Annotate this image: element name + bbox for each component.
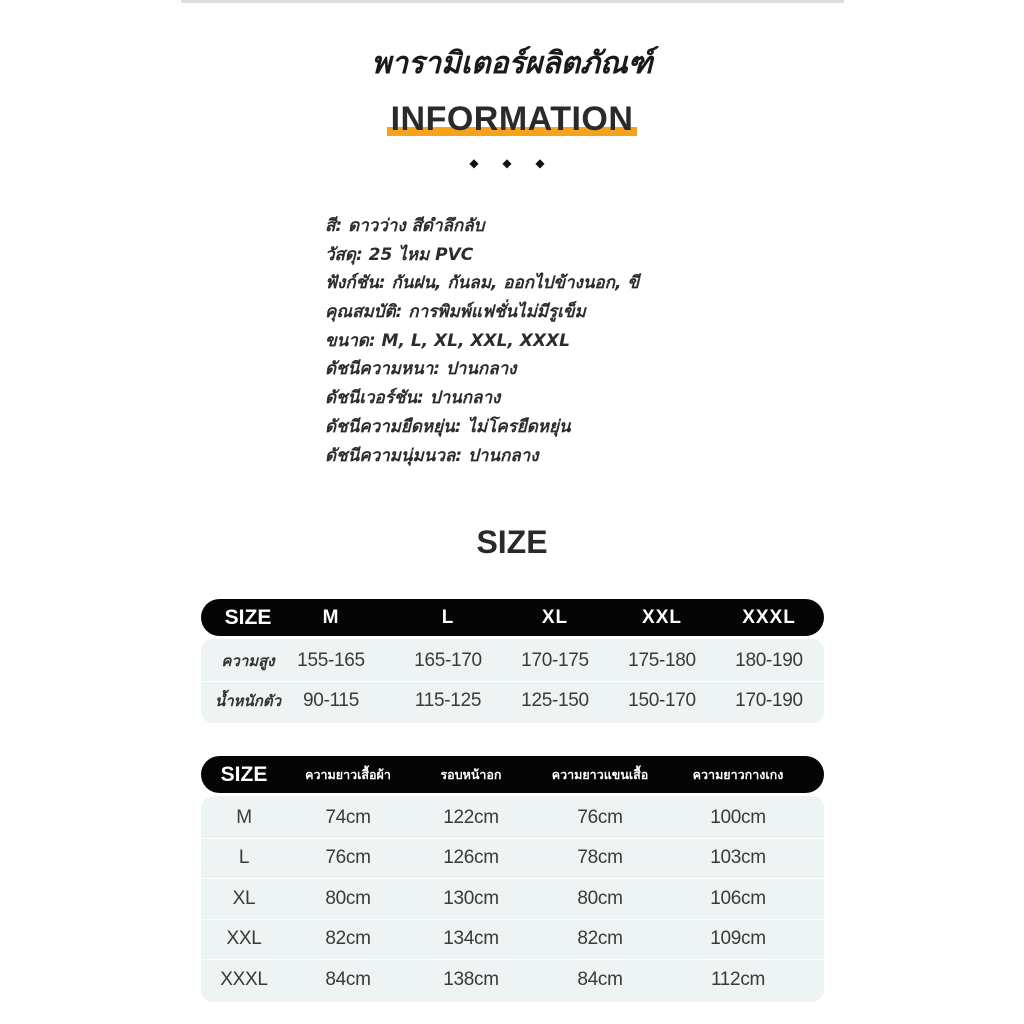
header-pants-length: ความยาวกางเกง	[692, 766, 784, 782]
row-size: XXL	[226, 928, 262, 950]
information-heading-wrap	[0, 98, 1024, 140]
table-cell: 80cm	[325, 887, 371, 909]
table-cell: 130cm	[443, 887, 499, 909]
spec-function: ฟังก์ชัน: กันฝน, กันลม, ออกไปข้างนอก, ขี	[325, 273, 639, 294]
garment-measure-table	[201, 756, 824, 1002]
row-size: XXXL	[220, 968, 268, 990]
table-cell: 74cm	[325, 806, 371, 828]
row-size: M	[236, 806, 252, 828]
spec-sizes: ขนาด: M, L, XL, XXL, XXXL	[325, 330, 570, 351]
header-garment-length: ความยาวเสื้อผ้า	[305, 766, 391, 782]
table-cell: 112cm	[710, 968, 766, 990]
garment-measure-table-body	[201, 796, 824, 1002]
size-fit-table	[201, 599, 824, 723]
table-cell: 106cm	[710, 887, 766, 909]
table-cell: 76cm	[577, 806, 623, 828]
table-row	[201, 798, 824, 838]
table-cell: 125-150	[521, 690, 589, 712]
table-cell: 155-165	[297, 649, 365, 671]
table-cell: 84cm	[577, 968, 623, 990]
table-row	[201, 681, 824, 722]
size-heading: SIZE	[476, 524, 548, 560]
header-xl: XL	[541, 606, 569, 628]
row-size: XL	[232, 887, 256, 909]
spec-thickness: ดัชนีความหนา: ปานกลาง	[325, 359, 517, 380]
table-row	[201, 641, 824, 681]
top-divider	[181, 0, 844, 3]
table-cell: 90-115	[303, 690, 359, 712]
table-cell: 170-190	[735, 690, 803, 712]
spec-elasticity: ดัชนีความยืดหยุ่น: ไม่โครยืดหยุ่น	[325, 416, 571, 437]
table-cell: 138cm	[443, 968, 499, 990]
table-cell: 175-180	[628, 649, 696, 671]
header-xxl: XXL	[642, 606, 682, 628]
diamond-dots-divider: ◆ ◆ ◆	[469, 156, 555, 170]
row-size: L	[238, 847, 250, 869]
table-cell: 84cm	[325, 968, 371, 990]
table-cell: 82cm	[325, 928, 371, 950]
table-row	[201, 878, 824, 919]
table-cell: 180-190	[735, 649, 803, 671]
row-label-height: ความสูง	[221, 651, 275, 670]
header-size: SIZE	[220, 762, 268, 786]
table-cell: 115-125	[414, 690, 482, 712]
garment-measure-table-header	[201, 756, 824, 793]
size-fit-table-header	[201, 599, 824, 636]
table-cell: 76cm	[325, 847, 371, 869]
table-cell: 80cm	[577, 887, 623, 909]
table-cell: 170-175	[521, 649, 589, 671]
header-l: L	[441, 606, 455, 628]
table-row	[201, 838, 824, 879]
row-label-weight: น้ำหนักตัว	[214, 692, 282, 711]
table-cell: 100cm	[710, 806, 766, 828]
table-row	[201, 959, 824, 1000]
information-heading	[387, 98, 638, 140]
table-cell: 103cm	[710, 847, 766, 869]
table-cell: 109cm	[710, 928, 766, 950]
spec-feature: คุณสมบัติ: การพิมพ์แฟชั่นไม่มีรูเข็ม	[325, 302, 586, 323]
table-row	[201, 919, 824, 960]
spec-material: วัสดุ: 25 ไหม PVC	[325, 244, 474, 265]
table-cell: 134cm	[443, 928, 499, 950]
header-xxxl: XXXL	[742, 606, 796, 628]
spec-list	[325, 212, 825, 470]
header-chest: รอบหน้าอก	[440, 766, 502, 782]
spec-color: สี: ดาวว่าง สีดำลึกลับ	[325, 216, 485, 236]
table-cell: 122cm	[443, 806, 499, 828]
information-label: INFORMATION	[390, 100, 634, 138]
table-cell: 150-170	[628, 690, 696, 712]
size-fit-table-body	[201, 639, 824, 723]
spec-version: ดัชนีเวอร์ชัน: ปานกลาง	[325, 388, 501, 409]
table-cell: 165-170	[414, 649, 482, 671]
table-cell: 78cm	[577, 847, 623, 869]
page-title: พารามิเตอร์ผลิตภัณฑ์	[371, 46, 653, 81]
header-sleeve-length: ความยาวแขนเสื้อ	[551, 766, 649, 782]
spec-softness: ดัชนีความนุ่มนวล: ปานกลาง	[325, 445, 539, 466]
table-cell: 82cm	[577, 928, 623, 950]
header-m: M	[322, 606, 340, 628]
table-cell: 126cm	[443, 847, 499, 869]
header-size: SIZE	[224, 605, 272, 629]
